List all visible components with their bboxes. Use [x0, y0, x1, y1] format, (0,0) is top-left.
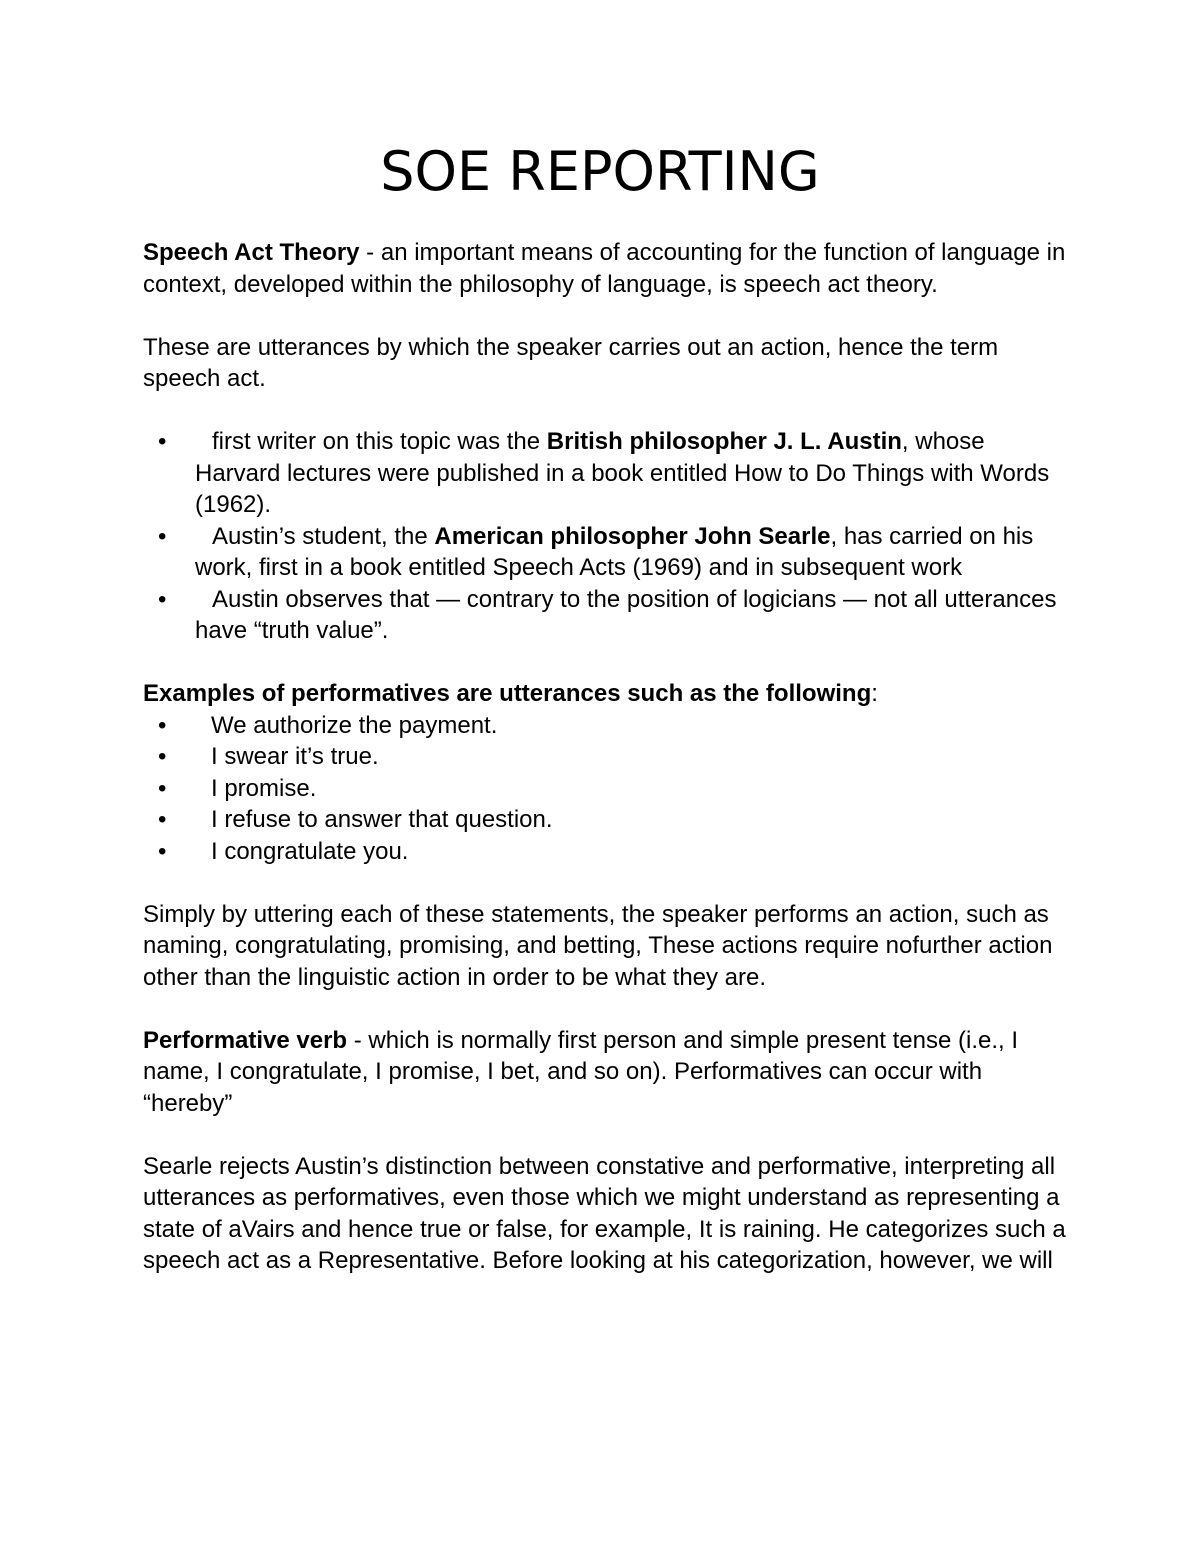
bullet-icon: •	[158, 585, 167, 613]
list-item	[143, 741, 1073, 773]
performative-verb-paragraph	[143, 1025, 1073, 1120]
examples-heading-bold: Examples of performatives are utterances such as the following	[143, 680, 872, 707]
example-text: I swear it’s true.	[211, 743, 379, 770]
note-text-before: Austin observes that — contrary to the position of logicians — not all utterances have “truth value”.	[195, 585, 1057, 644]
performative-verb-definition: - which is normally first person and simple present tense (i.e., I name, I congratulate, I promise, I bet, and so on). Performatives can occur with “hereby”	[143, 1026, 1019, 1117]
example-text: I refuse to answer that question.	[211, 806, 553, 833]
speech-act-theory-paragraph	[143, 237, 1073, 300]
note-text-bold: American philosopher John Searle	[434, 522, 831, 550]
list-item	[143, 521, 1073, 584]
list-item	[143, 836, 1073, 868]
utterances-paragraph: These are utterances by which the speaker carries out an action, hence the term speech act.	[143, 333, 999, 392]
list-item	[143, 804, 1073, 836]
simply-paragraph: Simply by uttering each of these statements, the speaker performs an action, such as naming, congratulating, promising, and betting, These actions require nofurther action other than the linguistic action in order to be what they are.	[143, 900, 1053, 991]
note-text-after: , has carried on his work, first in a book entitled Speech Acts (1969) and in subsequent work	[195, 522, 1034, 581]
bullet-icon: •	[158, 428, 167, 455]
examples-heading	[143, 678, 1073, 710]
bullet-icon: •	[158, 806, 167, 833]
document-body	[143, 237, 1073, 1308]
austin-notes-list	[143, 426, 1073, 647]
searle-paragraph: Searle rejects Austin’s distinction between constative and performative, interpreting all utterances as performatives, even those which we might understand as representing a state of aVairs and hence true or false, for example, It is raining. He categorizes such a speech act as a Representative. Before looking at his categorization, however, we will	[143, 1152, 1066, 1274]
note-text-bold: British philosopher J. L. Austin	[546, 428, 902, 455]
speech-act-theory-term: Speech Act Theory	[143, 239, 360, 266]
list-item	[143, 773, 1073, 805]
examples-heading-colon: :	[871, 680, 878, 707]
bullet-icon: •	[158, 711, 167, 739]
document-title: SOE REPORTING	[380, 140, 820, 203]
note-text-before: Austin’s student, the	[212, 522, 435, 550]
bullet-icon: •	[158, 522, 167, 550]
example-text: I congratulate you.	[211, 837, 409, 865]
list-item	[143, 710, 1073, 742]
list-item	[143, 584, 1073, 647]
note-text-before: first writer on this topic was the	[212, 428, 547, 455]
note-text-after: , whose Harvard lectures were published in a book entitled How to Do Things with Words (1962).	[195, 428, 1050, 518]
bullet-icon: •	[158, 774, 167, 802]
speech-act-theory-definition: - an important means of accounting for the function of language in context, developed within the philosophy of language, is speech act theory.	[143, 239, 1066, 298]
list-item	[143, 426, 1073, 521]
examples-list	[143, 710, 1073, 868]
example-text: We authorize the payment.	[211, 711, 498, 739]
performative-verb-term: Performative verb	[143, 1026, 348, 1054]
example-text: I promise.	[211, 774, 317, 802]
bullet-icon: •	[158, 837, 167, 865]
bullet-icon: •	[158, 743, 167, 770]
